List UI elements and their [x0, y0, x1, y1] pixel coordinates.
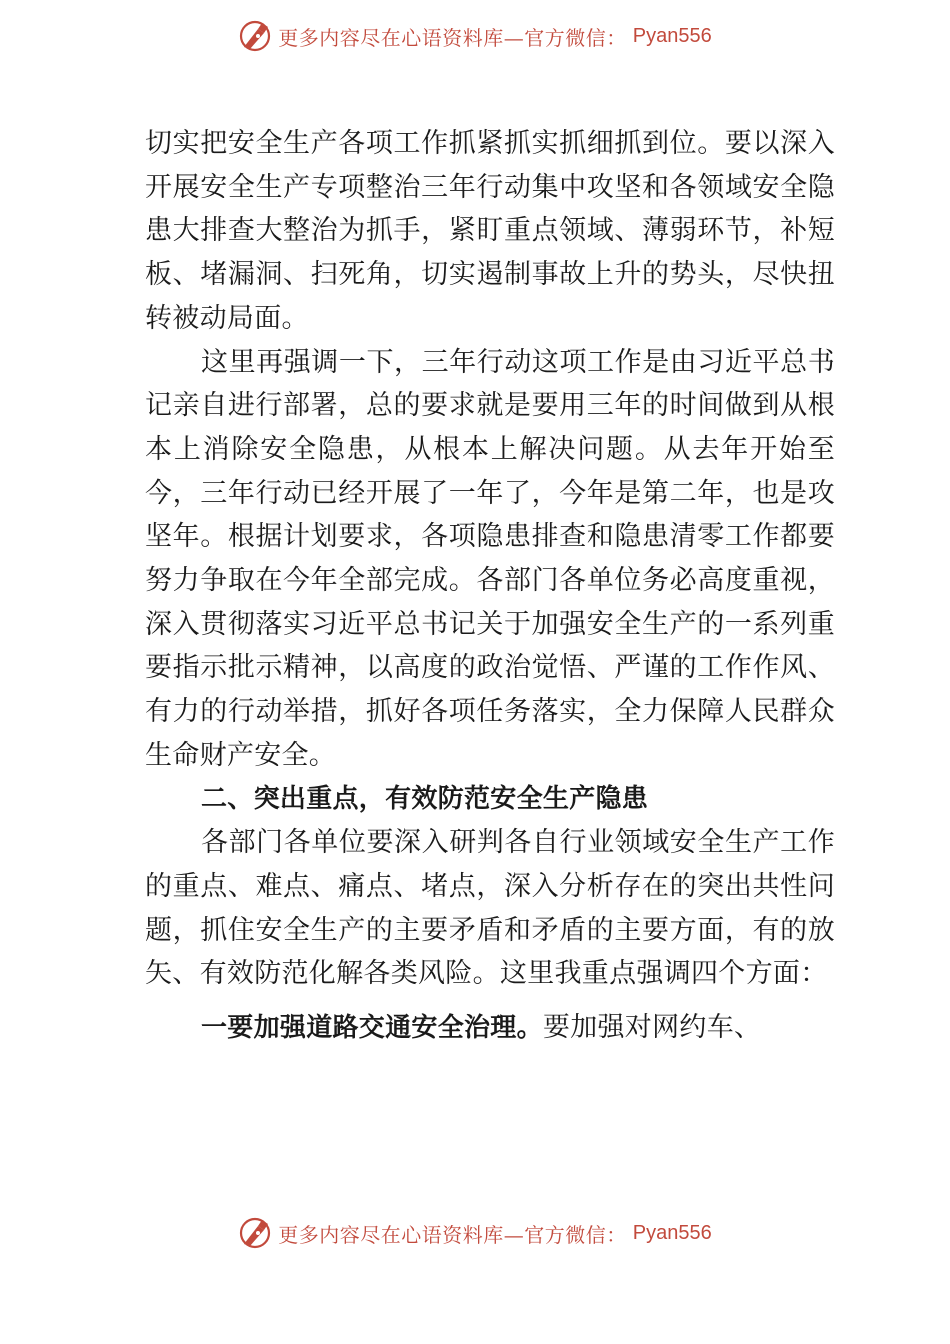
pen-nib-circle-icon: [238, 1216, 272, 1250]
paragraph-2: 这里再强调一下，三年行动这项工作是由习近平总书记亲自进行部署，总的要求就是要用三年的时间做到从根本上消除安全隐患，从根本上解决问题。从去年开始至今，三年行动已经开展了一年了，今年是第二年，也是攻坚年。根据计划要求，各项隐患排查和隐患清零工作都要努力争取在今年全部完成。各部门各单位务必高度重视，深入贯彻落实习近平总书记关于加强安全生产的一系列重要指示批示精神，以高度的政治觉悟、严谨的工作作风、有力的行动举措，抓好各项任务落实，全力保障人民群众生命财产安全。: [145, 346, 835, 771]
footer-wechat-id: Pyan556: [632, 1221, 712, 1244]
point-1-title: 一要加强道路交通安全治理。: [201, 1013, 543, 1044]
footer-banner: [0, 1213, 950, 1253]
section-heading-2: 二、突出重点，有效防范安全生产隐患: [201, 783, 649, 814]
header-banner: [0, 16, 950, 56]
pen-nib-circle-icon: [238, 19, 272, 53]
document-body: [145, 122, 835, 1051]
header-wechat-id: Pyan556: [632, 24, 712, 47]
paragraph-3: 各部门各单位要深入研判各自行业领域安全生产工作的重点、难点、痛点、堵点，深入分析存在的突出共性问题，抓住安全生产的主要矛盾和矛盾的主要方面，有的放矢、有效防范化解各类风险。这里我重点强调四个方面：: [145, 827, 835, 990]
footer-text: 更多内容尽在心语资料库—官方微信：: [278, 1222, 627, 1247]
point-1-text: 要加强对网约车、: [542, 1012, 762, 1044]
paragraph-1: 切实把安全生产各项工作抓紧抓实抓细抓到位。要以深入开展安全生产专项整治三年行动集中攻坚和各领域安全隐患大排查大整治为抓手，紧盯重点领域、薄弱环节，补短板、堵漏洞、扫死角，切实遏制事故上升的势头，尽快扭转被动局面。: [145, 128, 835, 334]
point-1: [145, 1006, 835, 1051]
header-text: 更多内容尽在心语资料库—官方微信：: [278, 25, 627, 50]
